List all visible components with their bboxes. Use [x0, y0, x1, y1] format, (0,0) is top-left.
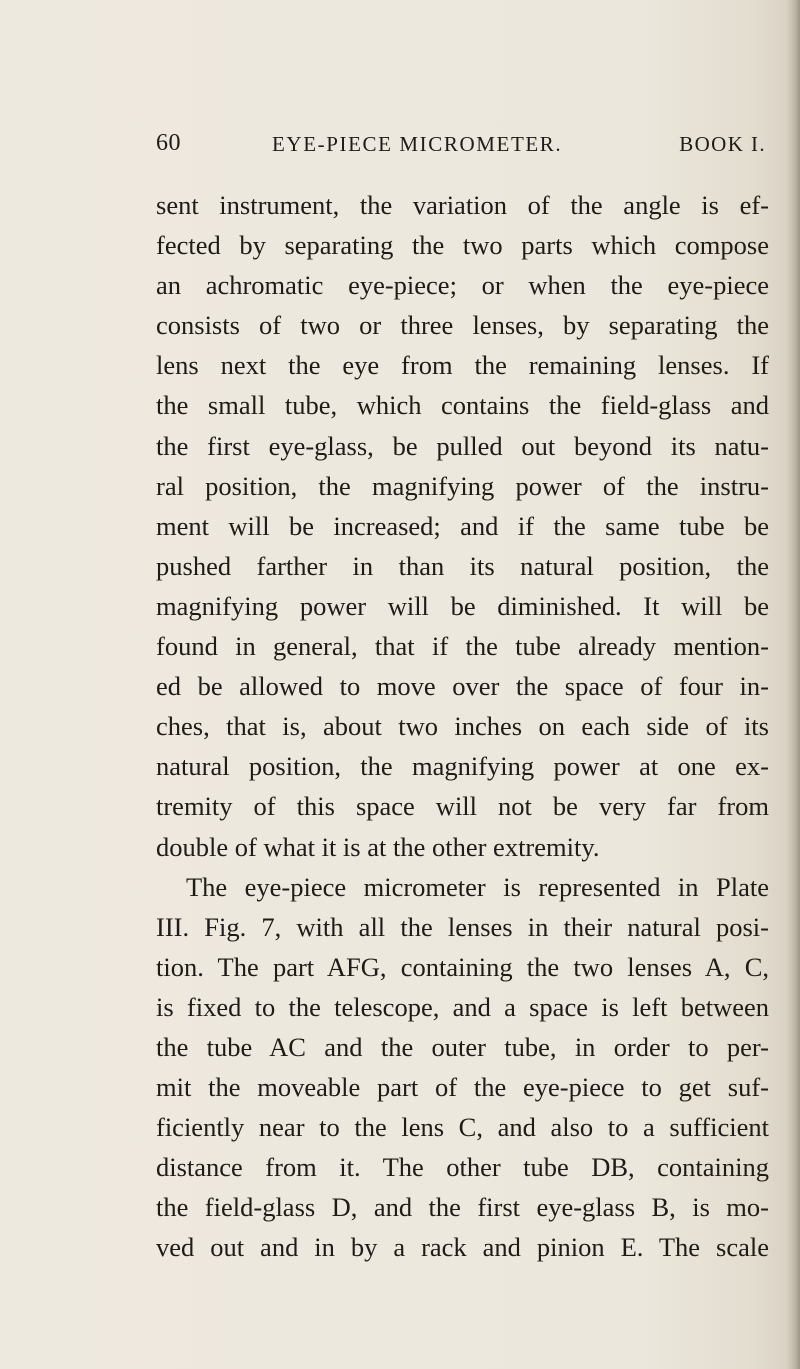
text-line: lens next the eye from the remaining lenses. If — [156, 350, 769, 381]
text-line: the first eye-glass, be pulled out beyond its natu- — [156, 430, 769, 461]
text-line: natural position, the magnifying power at one ex- — [156, 751, 769, 782]
text-line: tion. The part AFG, containing the two lenses A, C, — [156, 951, 769, 982]
page-edge-shadow — [786, 0, 800, 1369]
text-line: ment will be increased; and if the same tube be — [156, 510, 769, 541]
text-line: found in general, that if the tube already mention- — [156, 631, 769, 662]
running-head — [156, 130, 766, 164]
text-line: tremity of this space will not be very far from — [156, 791, 769, 822]
text-line: the tube AC and the outer tube, in order to per- — [156, 1031, 769, 1062]
text-line: is fixed to the telescope, and a space is left between — [156, 991, 769, 1022]
text-line: ral position, the magnifying power of the instru- — [156, 470, 769, 501]
text-line: mit the moveable part of the eye-piece to get suf- — [156, 1072, 769, 1103]
text-line: distance from it. The other tube DB, containing — [156, 1152, 769, 1183]
text-line: the field-glass D, and the first eye-glass B, is mo- — [156, 1192, 769, 1223]
text-line: ed be allowed to move over the space of four in- — [156, 671, 769, 702]
text-line: III. Fig. 7, with all the lenses in their natural posi- — [156, 911, 769, 942]
text-line: ches, that is, about two inches on each side of its — [156, 711, 769, 742]
text-line: the small tube, which contains the field-glass and — [156, 390, 769, 421]
text-line: consists of two or three lenses, by separating the — [156, 310, 769, 341]
body-text — [156, 185, 769, 1268]
text-line: fected by separating the two parts which compose — [156, 230, 769, 261]
text-line: magnifying power will be diminished. It will be — [156, 590, 769, 621]
text-line: ficiently near to the lens C, and also to a sufficient — [156, 1112, 769, 1143]
text-line: double of what it is at the other extremity. — [156, 831, 600, 862]
running-title: EYE-PIECE MICROMETER. — [272, 132, 563, 156]
text-line: The eye-piece micrometer is represented in Plate — [186, 871, 769, 902]
text-line: pushed farther in than its natural position, the — [156, 550, 769, 581]
text-line: sent instrument, the variation of the angle is ef- — [156, 190, 769, 220]
text-line: an achromatic eye-piece; or when the eye-piece — [156, 270, 769, 301]
page-number: 60 — [156, 130, 181, 156]
book-label: BOOK I. — [679, 132, 766, 156]
text-line: ved out and in by a rack and pinion E. The scale — [156, 1232, 769, 1263]
